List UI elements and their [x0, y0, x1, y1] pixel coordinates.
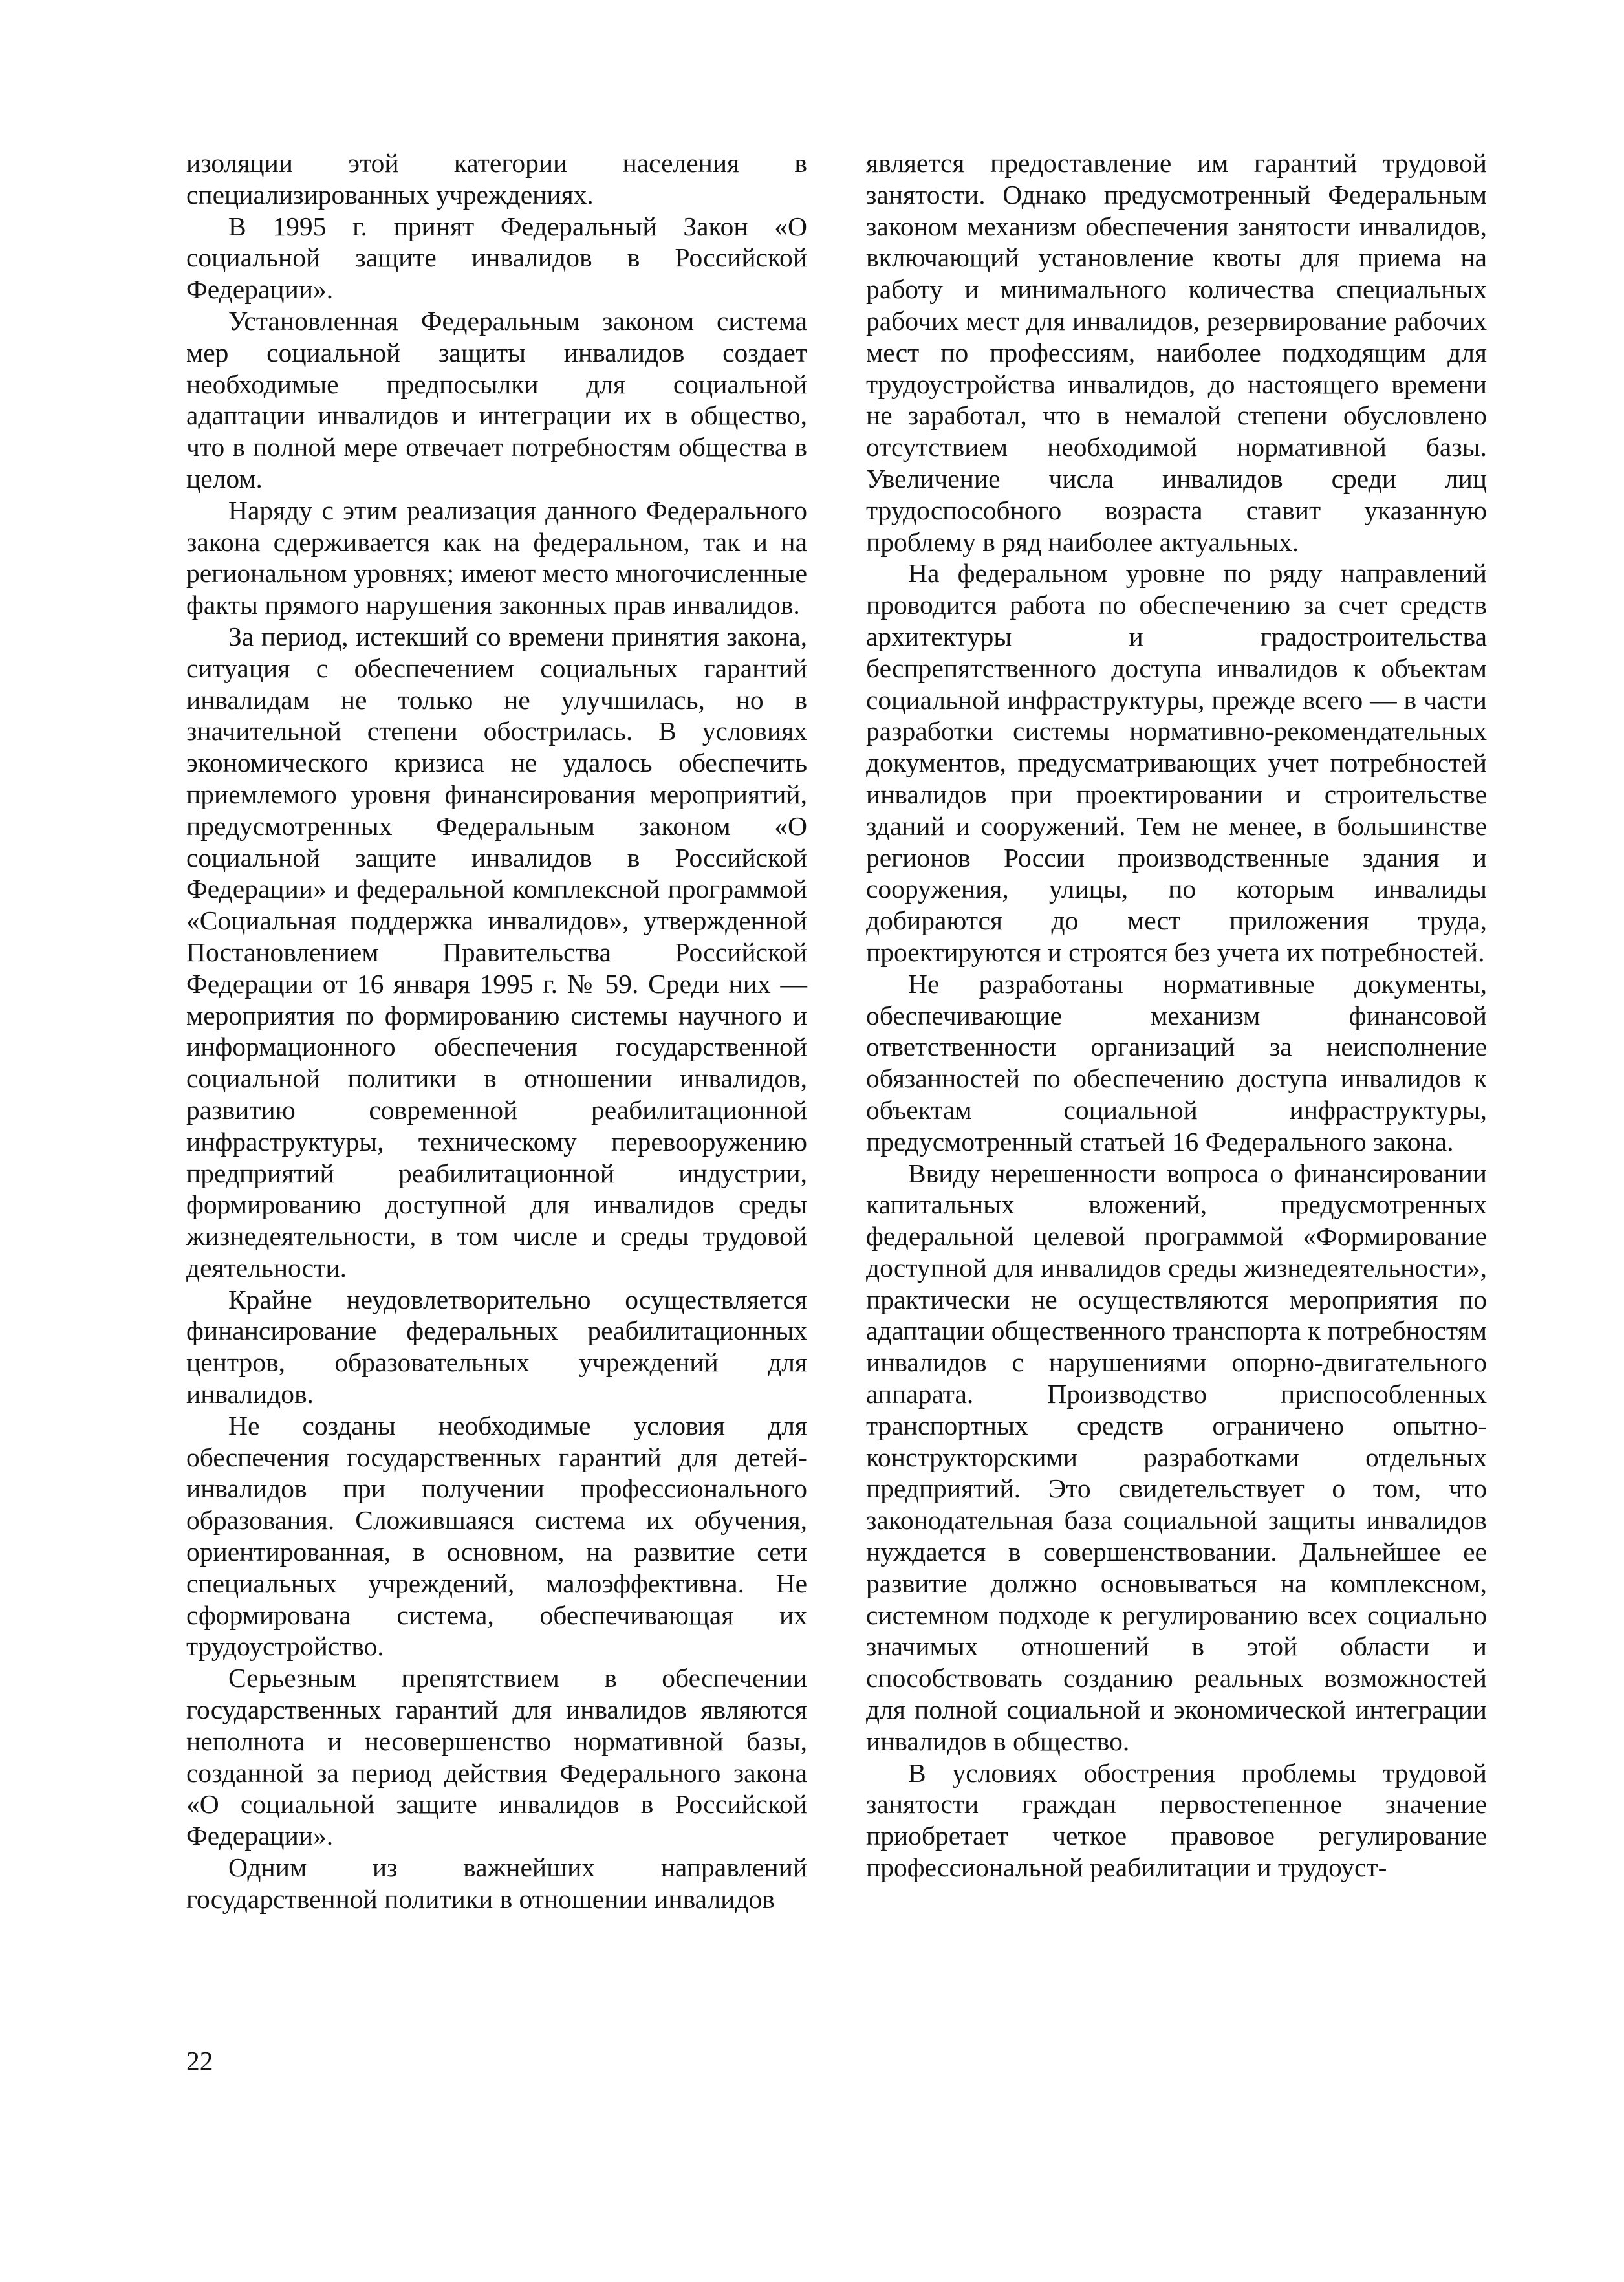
- paragraph: является предоставление им гарантий трудовой занятости. Однако предусмотренный Федеральным законом механизм обеспечения занятости инвалидов, включающий установление квоты для приема на работу и минимального количества специальных рабочих мест для инвалидов, резервирование рабочих мест по профессиям, наиболее подходящим для трудоустройства инвалидов, до настоящего времени не заработал, что в немалой степени обусловлено отсутствием необходимой нормативной базы. Увеличение числа инвалидов среди лиц трудоспособного возраста ставит указанную проблему в ряд наиболее актуальных.: [866, 148, 1487, 557]
- paragraph: В условиях обострения проблемы трудовой занятости граждан первостепенное значение приобретает четкое правовое регулирование профессиональной реабилитации и трудоуст-: [866, 1757, 1487, 1883]
- page-number: 22: [186, 2046, 213, 2076]
- paragraph: Одним из важнейших направлений государственной политики в отношении инвалидов: [186, 1853, 807, 1914]
- paragraph: Наряду с этим реализация данного Федерального закона сдерживается как на федеральном, так и на региональном уровнях; имеют место многочисленные факты прямого нарушения законных прав инвалидов.: [186, 495, 807, 620]
- left-text-column: [186, 147, 807, 1915]
- paragraph: Серьезным препятствием в обеспечении государственных гарантий для инвалидов являются неполнота и несовершенство нормативной базы, созданной за период действия Федерального закона «О социальной защите инвалидов в Российской Федерации».: [186, 1663, 807, 1851]
- paragraph: Не разработаны нормативные документы, обеспечивающие механизм финансовой ответственности организаций за неисполнение обязанностей по обеспечению доступа инвалидов к объектам социальной инфраструктуры, предусмотренный статьей 16 Федерального закона.: [866, 968, 1487, 1157]
- paragraph: Ввиду нерешенности вопроса о финансировании капитальных вложений, предусмотренных федеральной целевой программой «Формирование доступной для инвалидов среды жизнедеятельности», практически не осуществляются мероприятия по адаптации общественного транспорта к потребностям инвалидов с нарушениями опорно-двигательного аппарата. Производство приспособленных транспортных средств ограничено опытно-конструкторскими разработками отдельных предприятий. Это свидетельствует о том, что законодательная база социальной защиты инвалидов нуждается в совершенствовании. Дальнейшее ее развитие должно основываться на комплексном, системном подходе к регулированию всех социально значимых отношений в этой области и способствовать созданию реальных возможностей для полной социальной и экономической интеграции инвалидов в общество.: [866, 1158, 1487, 1756]
- paragraph: За период, истекший со времени принятия закона, ситуация с обеспечением социальных гарантий инвалидам не только не улучшилась, но в значительной степени обострилась. В условиях экономического кризиса не удалось обеспечить приемлемого уровня финансирования мероприятий, предусмотренных Федеральным законом «О социальной защите инвалидов в Российской Федерации» и федеральной комплексной программой «Социальная поддержка инвалидов», утвержденной Постановлением Правительства Российской Федерации от 16 января 1995 г. № 59. Среди них — мероприятия по формированию системы научного и информационного обеспечения государственной социальной политики в отношении инвалидов, развитию современной реабилитационной инфраструктуры, техническому перевооружению предприятий реабилитационной индустрии, формированию доступной для инвалидов среды жизнедеятельности, в том числе и среды трудовой деятельности.: [186, 621, 807, 1283]
- paragraph: Не созданы необходимые условия для обеспечения государственных гарантий для детей-инвалидов при получении профессионального образования. Сложившаяся система их обучения, ориентированная, в основном, на развитие сети специальных учреждений, малоэффективна. Не сформирована система, обеспечивающая их трудоустройство.: [186, 1410, 807, 1662]
- paragraph: изоляции этой категории населения в специализированных учреждениях.: [186, 148, 807, 210]
- right-text-column: [866, 147, 1487, 1884]
- paragraph: Установленная Федеральным законом система мер социальной защиты инвалидов создает необходимые предпосылки для социальной адаптации инвалидов и интеграции их в общество, что в полной мере отвечает потребностям общества в целом.: [186, 305, 807, 494]
- paragraph: В 1995 г. принят Федеральный Закон «О социальной защите инвалидов в Российской Федерации».: [186, 211, 807, 305]
- paragraph: На федеральном уровне по ряду направлений проводится работа по обеспечению за счет средств архитектуры и градостроительства беспрепятственного доступа инвалидов к объектам социальной инфраструктуры, прежде всего — в части разработки системы нормативно-рекомендательных документов, предусматривающих учет потребностей инвалидов при проектировании и строительстве зданий и сооружений. Тем не менее, в большинстве регионов России производственные здания и сооружения, улицы, по которым инвалиды добираются до мест приложения труда, проектируются и строятся без учета их потребностей.: [866, 558, 1487, 967]
- paragraph: Крайне неудовлетворительно осуществляется финансирование федеральных реабилитационных центров, образовательных учреждений для инвалидов.: [186, 1284, 807, 1409]
